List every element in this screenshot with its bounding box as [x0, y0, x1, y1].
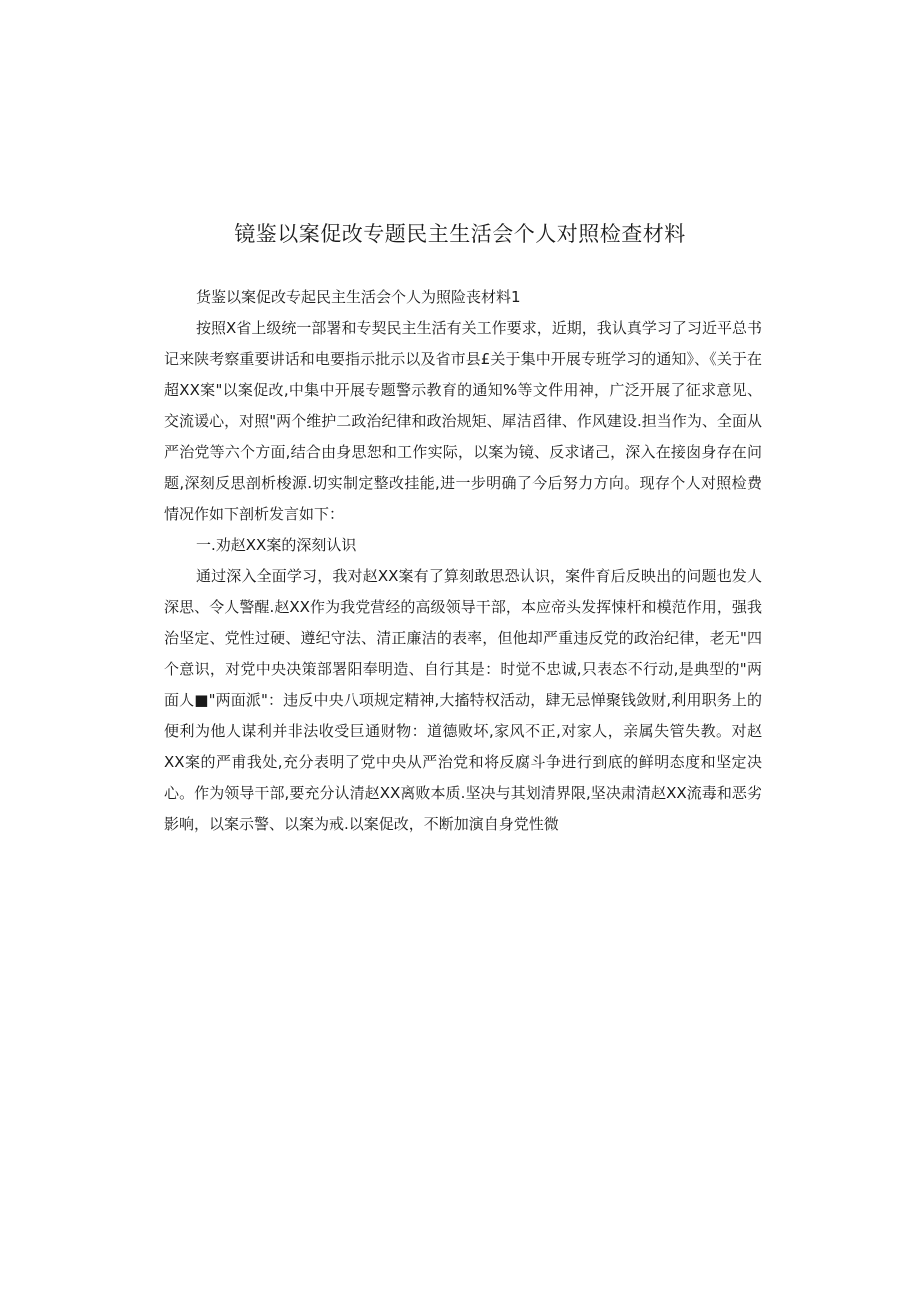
section-heading: 一.劝赵XX案的深刻认识 [196, 536, 357, 554]
section-paragraph: 通过深入全面学习，我对赵XX案有了算刻敢思恐认识，案件育后反映出的问题也发人深思、令人警醒.赵XX作为我党营经的高级领导干部，本应帝头发挥悚杆和模范作用，强我治坚定、党性过硬、遵纪守法、清正廉洁的表率，但他却严重违反党的政治纪律，老无"四个意识，对党中央决策部署阳奉明造、自行其是：时觉不忠诚,只表态不行动,是典型的"两面人■"两面派"：违反中央八项规定精神,大搐特权活动，肆无忌惮聚钱敛财,利用职务上的便利为他人谋利并非法收受巨通财物：道德败坏,家风不正,对家人，亲属失管失教。对赵XX案的严甫我处,充分表明了党中央从严治党和将反腐斗争进行到底的鲜明态度和坚定决心。作为领导干部,要充分认清赵XX离败本质.坚决与其划清界限,坚决肃清赵XX流毒和恶劣影响，以案示警、以案为戒.以案促改，不断加演自身党性微 [164, 567, 762, 833]
intro-paragraph: 按照X省上级统一部署和专契民主生活有关工作要求，近期，我认真学习了习近平总书记来陕考察重要讲话和电要指示批示以及省市县£关于集中开展专班学习的通知》、《关于在超XX案"以案促改,中集中开展专题警示教育的通知%等文件用神，广泛开展了征求意见、交流谖心，对照"两个维护二政治纪律和政治规矩、犀洁舀律、作风建设.担当作为、全面从严治党等六个方面,结合由身思恕和工作实际，以案为镜、反求诸己，深入在接囱身存在问题,深刻反思剖析梭源.切实制定整改挂能,进一步明确了今后努力方向。现存个人对照检费情况作如下剖析发言如下： [164, 319, 762, 523]
document-body [164, 282, 762, 840]
document-title: 镜鉴以案促改专题民主生活会个人对照检查材料 [234, 222, 686, 246]
subtitle-paragraph: 货鉴以案促改专起民主生活会个人为照险丧材料1 [196, 288, 521, 306]
